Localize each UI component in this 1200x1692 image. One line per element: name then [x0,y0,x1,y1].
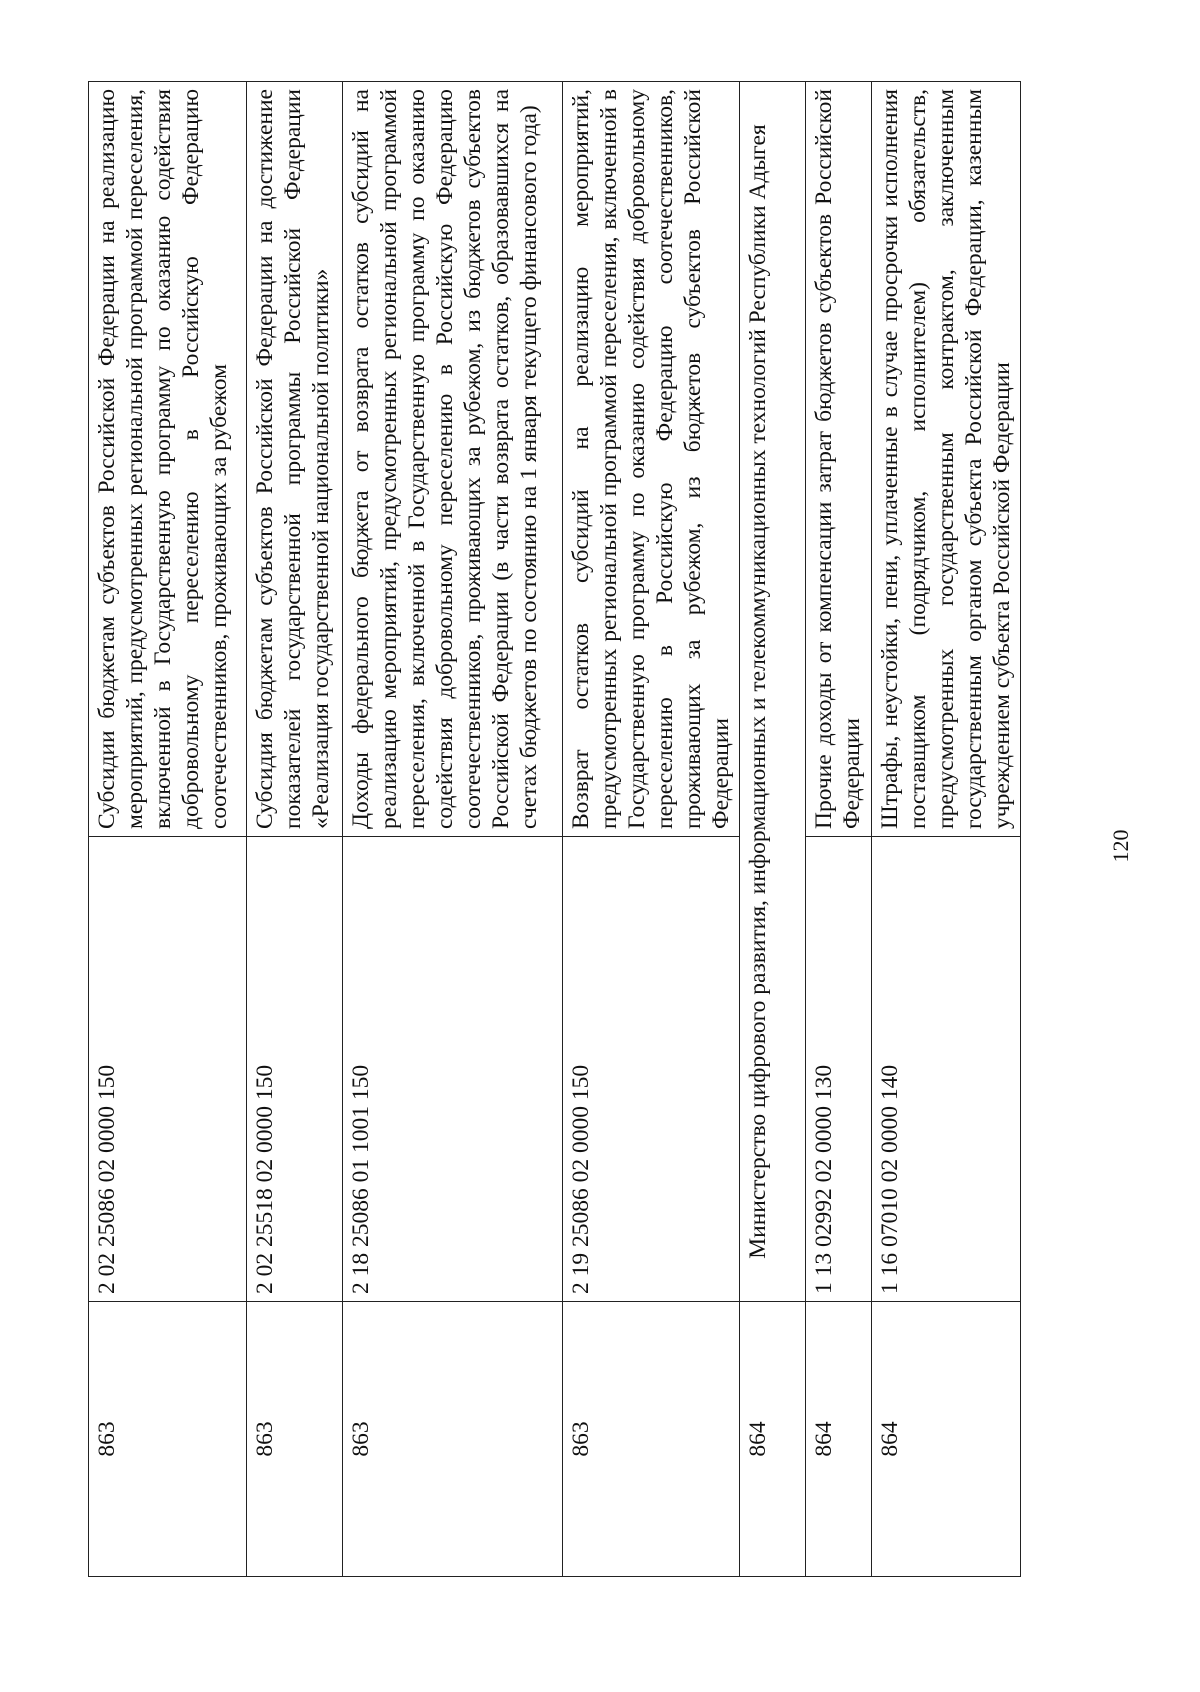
kbk-code-cell: 1 13 02992 02 0000 130 [806,837,872,1302]
admin-code-cell: 863 [563,1302,740,1577]
table-row [89,82,247,1577]
section-title: Министерство цифрового развития, информационных и телекоммуникационных технологий Республики Адыгея [740,82,806,1302]
admin-code-cell: 864 [740,1302,806,1577]
admin-code-cell: 863 [89,1302,247,1577]
kbk-code-cell: 2 18 25086 01 1001 150 [343,837,563,1302]
description-cell: Субсидия бюджетам субъектов Российской Федерации на достижение показателей государственной программы Российской Федерации «Реализация государственной национальной политики» [247,82,343,837]
admin-code-cell: 864 [806,1302,872,1577]
description-cell: Прочие доходы от компенсации затрат бюджетов субъектов Российской Федерации [806,82,872,837]
description-cell: Доходы федерального бюджета от возврата остатков субсидий на реализацию мероприятий, предусмотренных региональной программой переселения, включенной в Государственную программу по оказанию содействия добровольному переселению в Российскую Федерацию соотечественников, проживающих за рубежом, из бюджетов субъектов Российской Федерации (в части возврата остатков, образовавшихся на счетах бюджетов по состоянию на 1 января текущего финансового года) [343,82,563,837]
table-row [343,82,563,1577]
admin-code-cell: 863 [247,1302,343,1577]
section-row [740,82,806,1577]
kbk-code-cell: 1 16 07010 02 0000 140 [872,837,1021,1302]
description-cell: Штрафы, неустойки, пени, уплаченные в случае просрочки исполнения поставщиком (подрядчиком, исполнителем) обязательств, предусмотренных государственным контрактом, заключенным государственным органом субъекта Российской Федерации, казенным учреждением субъекта Российской Федерации [872,82,1021,837]
kbk-code-cell: 2 02 25086 02 0000 150 [89,837,247,1302]
kbk-code-cell: 2 19 25086 02 0000 150 [563,837,740,1302]
table-row [872,82,1021,1577]
table-row [806,82,872,1577]
kbk-code-cell: 2 02 25518 02 0000 150 [247,837,343,1302]
page-number: 120 [1108,829,1133,863]
table-row [247,82,343,1577]
description-cell: Возврат остатков субсидий на реализацию мероприятий, предусмотренных региональной программой переселения, включенной в Государственную программу по оказанию содействия добровольному переселению в Российскую Федерацию соотечественников, проживающих за рубежом, из бюджетов субъектов Российской Федерации [563,82,740,837]
table-row [563,82,740,1577]
revenue-codes-table [88,81,1021,1577]
admin-code-cell: 863 [343,1302,563,1577]
admin-code-cell: 864 [872,1302,1021,1577]
description-cell: Субсидии бюджетам субъектов Российской Федерации на реализацию мероприятий, предусмотренных региональной программой переселения, включенной в Государственную программу по оказанию содействия добровольному переселению в Российскую Федерацию соотечественников, проживающих за рубежом [89,82,247,837]
